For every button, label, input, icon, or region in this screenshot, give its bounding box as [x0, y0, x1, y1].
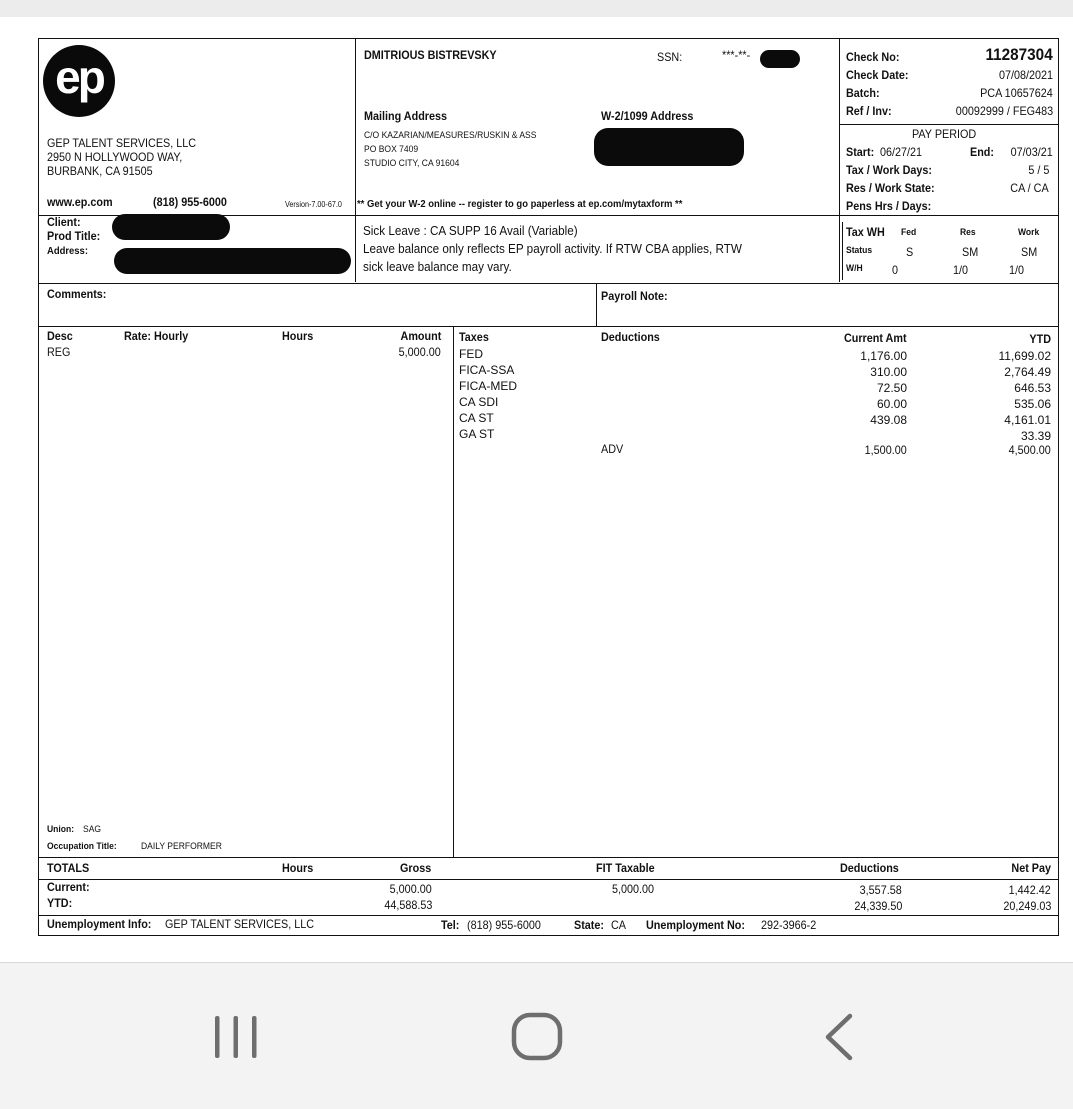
tax-ytd-amt: 4,161.01	[1004, 413, 1051, 427]
check-date-value: 07/08/2021	[998, 68, 1053, 82]
earning-desc: REG	[47, 345, 71, 359]
redaction	[594, 128, 744, 166]
tax-names	[459, 346, 517, 442]
divider	[38, 283, 1059, 284]
current-net-pay: 1,442.42	[1008, 883, 1051, 897]
employer-website: www.ep.com	[47, 195, 113, 209]
current-label: Current:	[47, 880, 90, 894]
employee-name: DMITRIOUS BISTREVSKY	[364, 48, 497, 62]
tax-wh-fed-header: Fed	[901, 227, 917, 238]
batch-value: PCA 10657624	[980, 86, 1053, 100]
ssn-value: ***-**-	[722, 48, 751, 62]
ep-logo	[43, 45, 115, 117]
wh-res: 1/0	[953, 263, 969, 277]
tax-name: FICA-SSA	[459, 363, 515, 377]
redaction	[112, 214, 230, 240]
tax-current-amt: 439.08	[870, 413, 907, 427]
tax-ytd	[999, 348, 1052, 444]
divider	[839, 38, 840, 282]
unemployment-no-label: Unemployment No:	[646, 918, 746, 932]
recent-apps-icon	[208, 1011, 264, 1061]
occupation-label: Occupation Title:	[47, 841, 117, 852]
status-bar	[0, 0, 1073, 17]
work-days-label: Tax / Work Days:	[846, 163, 933, 177]
current-amt-header: Current Amt	[844, 331, 907, 345]
status-res: SM	[962, 245, 979, 259]
status-fed: S	[906, 245, 914, 259]
unemployment-state-label: State:	[574, 918, 605, 932]
divider	[38, 915, 1059, 916]
end-label: End:	[970, 145, 995, 159]
divider	[453, 326, 454, 857]
tax-ytd-amt: 11,699.02	[998, 349, 1051, 363]
home-icon	[510, 1011, 566, 1063]
pens-label: Pens Hrs / Days:	[846, 199, 932, 213]
totals-title: TOTALS	[47, 861, 90, 875]
deduction-ytd: 4,500.00	[1008, 443, 1051, 457]
totals-gross-header: Gross	[400, 861, 432, 875]
comments-label: Comments:	[47, 287, 107, 301]
employer-address-1: 2950 N HOLLYWOOD WAY,	[47, 150, 183, 164]
divider	[38, 857, 1059, 858]
tax-name: GA ST	[459, 427, 495, 441]
ytd-gross: 44,588.53	[383, 898, 432, 912]
ytd-header: YTD	[1029, 332, 1051, 346]
wh-work: 1/0	[1009, 263, 1025, 277]
deduction-name: ADV	[601, 442, 624, 456]
tax-wh-work-header: Work	[1018, 227, 1040, 238]
mailing-line-3: STUDIO CITY, CA 91604	[364, 158, 460, 169]
totals-deductions-header: Deductions	[840, 861, 899, 875]
version-label: Version-7.00-67.0	[285, 200, 342, 209]
current-fit: 5,000.00	[612, 882, 655, 896]
deduction-current: 1,500.00	[864, 443, 907, 457]
back-icon	[820, 1011, 860, 1063]
tax-name: FED	[459, 347, 483, 361]
tax-current-amt: 60.00	[876, 397, 907, 411]
mailing-line-1: C/O KAZARIAN/MEASURES/RUSKIN & ASS	[364, 130, 537, 141]
check-no-label: Check No:	[846, 50, 900, 64]
end-value: 07/03/21	[1010, 145, 1053, 159]
divider	[38, 879, 1059, 880]
divider	[842, 222, 843, 280]
wh-fed: 0	[892, 263, 899, 277]
unemployment-info-value: GEP TALENT SERVICES, LLC	[165, 917, 315, 931]
tax-name: FICA-MED	[459, 379, 517, 393]
status-work: SM	[1021, 245, 1038, 259]
payroll-note-label: Payroll Note:	[601, 289, 668, 303]
start-value: 06/27/21	[880, 145, 923, 159]
home-button[interactable]	[510, 1011, 566, 1063]
sick-leave-line-2: Leave balance only reflects EP payroll activity. If RTW CBA applies, RTW	[363, 241, 742, 256]
union-label: Union:	[47, 824, 75, 835]
res-work-state-value: CA / CA	[1010, 181, 1049, 195]
client-label: Client:	[47, 215, 81, 229]
unemployment-state-value: CA	[611, 918, 627, 932]
unemployment-info-label: Unemployment Info:	[47, 917, 152, 931]
tax-name: CA SDI	[459, 395, 499, 409]
taxes-header: Taxes	[459, 330, 489, 344]
tax-wh-res-header: Res	[960, 227, 976, 238]
client-address-label: Address:	[47, 245, 88, 257]
prod-title-label: Prod Title:	[47, 229, 101, 243]
rate-header: Rate: Hourly	[124, 329, 189, 343]
divider	[355, 38, 356, 282]
amount-header: Amount	[400, 329, 441, 343]
tax-current	[860, 348, 907, 428]
tax-current-amt: 310.00	[870, 365, 907, 379]
ssn-label: SSN:	[657, 50, 683, 64]
tax-current-amt: 1,176.00	[860, 349, 907, 363]
employer-address-2: BURBANK, CA 91505	[47, 164, 153, 178]
w2-online-notice: ** Get your W-2 online -- register to go paperless at ep.com/mytaxform **	[357, 198, 683, 210]
res-work-state-label: Res / Work State:	[846, 181, 935, 195]
navigation-bar	[0, 962, 1073, 1109]
desc-header: Desc	[47, 329, 73, 343]
batch-label: Batch:	[846, 86, 880, 100]
back-button[interactable]	[820, 1011, 860, 1063]
wh-label: W/H	[846, 263, 863, 274]
totals-net-header: Net Pay	[1011, 861, 1051, 875]
tax-wh-title: Tax WH	[846, 225, 885, 239]
employer-name: GEP TALENT SERVICES, LLC	[47, 136, 197, 150]
redaction	[760, 50, 800, 68]
work-days-value: 5 / 5	[1027, 163, 1049, 177]
tax-name: CA ST	[459, 411, 494, 425]
mailing-address-label: Mailing Address	[364, 109, 448, 123]
ytd-label: YTD:	[47, 896, 73, 910]
ytd-deductions: 24,339.50	[853, 899, 902, 913]
sick-leave-line-1: Sick Leave : CA SUPP 16 Avail (Variable)	[363, 223, 578, 238]
pay-period-title: PAY PERIOD	[912, 127, 977, 141]
earning-amount: 5,000.00	[398, 345, 441, 359]
tax-ytd-amt: 2,764.49	[1004, 365, 1051, 379]
employer-phone: (818) 955-6000	[153, 195, 227, 209]
tax-ytd-amt: 33.39	[1020, 429, 1051, 443]
mailing-line-2: PO BOX 7409	[364, 144, 419, 155]
unemployment-tel-value: (818) 955-6000	[467, 918, 541, 932]
current-gross: 5,000.00	[389, 882, 432, 896]
occupation-value: DAILY PERFORMER	[141, 841, 222, 852]
status-label: Status	[846, 245, 873, 256]
check-date-label: Check Date:	[846, 68, 909, 82]
tax-current-amt: 72.50	[876, 381, 907, 395]
ytd-net-pay: 20,249.03	[1002, 899, 1051, 913]
w2-address-label: W-2/1099 Address	[601, 109, 694, 123]
union-value: SAG	[83, 824, 102, 835]
redaction	[114, 248, 351, 274]
check-no-value: 11287304	[985, 45, 1053, 64]
ref-inv-label: Ref / Inv:	[846, 104, 892, 118]
deductions-header: Deductions	[601, 330, 660, 344]
ref-inv-value: 00092999 / FEG483	[955, 104, 1053, 118]
recent-apps-button[interactable]	[208, 1011, 264, 1061]
hours-header: Hours	[282, 329, 314, 343]
start-label: Start:	[846, 145, 875, 159]
unemployment-no-value: 292-3966-2	[761, 918, 817, 932]
tax-ytd-amt: 646.53	[1014, 381, 1051, 395]
sick-leave-line-3: sick leave balance may vary.	[363, 259, 512, 274]
divider	[596, 283, 597, 326]
totals-hours-header: Hours	[282, 861, 314, 875]
logo-text: ep	[55, 51, 103, 103]
unemployment-tel-label: Tel:	[441, 918, 460, 932]
current-deductions: 3,557.58	[859, 883, 902, 897]
tax-ytd-amt: 535.06	[1014, 397, 1051, 411]
divider	[38, 326, 1059, 327]
divider	[839, 124, 1059, 125]
totals-fit-header: FIT Taxable	[596, 861, 655, 875]
